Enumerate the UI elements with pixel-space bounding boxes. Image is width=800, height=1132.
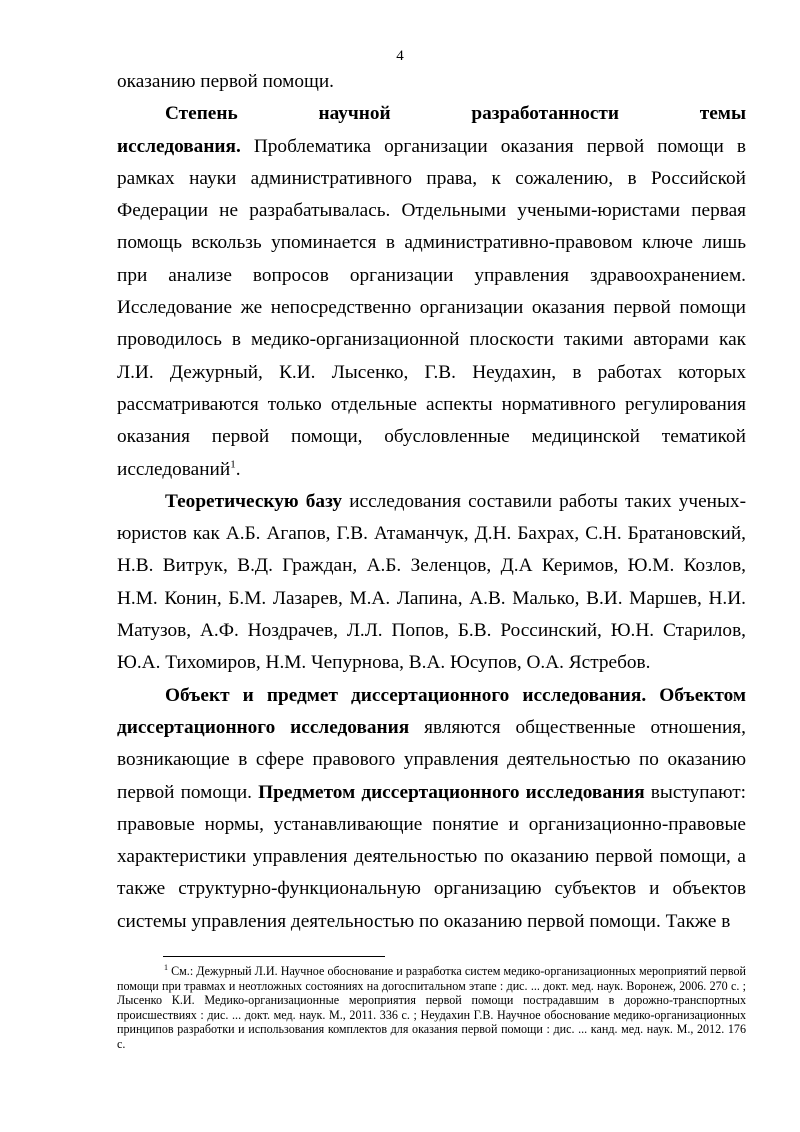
footnote [117,964,746,1051]
research-degree-text: Проблематика организации оказания первой помощи в рамках науки административного права, к сожалению, в Российской Федерации не разрабатывалась. Отдельными учеными-юристами первая помощь вскользь упоминается в административно-правовом ключе лишь при анализе вопросов организации управления здравоохранением. Исследование же непосредственно организации оказания первой помощи проводилось в медико-организационной плоскости такими авторами как Л.И. Дежурный, К.И. Лысенко, Г.В. Неудахин, в работах которых рассматриваются только отдельные аспекты нормативного регулирования оказания первой помощи, обусловленные медицинской тематикой исследований [117,135,746,480]
object-label: Объектом диссертационного исследования [117,684,746,738]
subject-text: выступают: правовые нормы, устанавливающие понятие и организационно-правовые характеристики управления деятельностью по оказанию первой помощи, а также структурно-функциональную организацию субъектов и объектов системы управления деятельностью по оказанию первой помощи. Также в [117,781,746,932]
footnote-mark: 1 [164,962,168,972]
page-number: 4 [396,48,404,64]
object-text: являются общественные отношения, возникающие в сфере правового управления деятельностью по оказанию первой помощи. [117,716,746,803]
theoretical-base-text: исследования составили работы таких ученых-юристов как А.Б. Агапов, Г.В. Атаманчук, Д.Н. Бахрах, С.Н. Братановский, Н.В. Витрук, В.Д. Граждан, А.Б. Зеленцов, Д.А Керимов, Ю.М. Козлов, Н.М. Конин, Б.М. Лазарев, М.А. Лапина, А.В. Малько, В.И. Маршев, Н.И. Матузов, А.Ф. Ноздрачев, Л.Л. Попов, Б.В. Россинский, Ю.Н. Старилов, Ю.А. Тихомиров, Н.М. Чепурнова, В.А. Юсупов, О.А. Ястребов. [117,490,746,674]
subject-label: Предметом диссертационного исследования [258,781,645,803]
paragraph-object-subject [117,680,746,938]
footnote-reference[interactable]: 1 [230,458,236,471]
heading-research-degree: Степень научной разработанности темы исследования. [117,103,746,157]
paragraph-theoretical-base [117,486,746,680]
heading-object-subject: Объект и предмет диссертационного исследования. [165,684,647,706]
paragraph-continuation: оказанию первой помощи. [117,71,334,92]
footnote-divider [163,956,385,957]
body-text [117,66,746,938]
paragraph-research-degree: Степень научной разработанности темы исследования. Проблематика организации оказания первой помощи в рамках науки административного права, к сожалению, в Российской Федерации не разрабатывалась. Отдельными учеными-юристами первая помощь вскользь упоминается в административно-правовом ключе лишь при анализе вопросов организации управления здравоохранением. Исследование же непосредственно организации оказания первой помощи проводилось в медико-организационной плоскости такими авторами как Л.И. Дежурный, К.И. Лысенко, Г.В. Неудахин, в работах которых рассматриваются только отдельные аспекты нормативного регулирования оказания первой помощи, обусловленные медицинской тематикой исследований$^1$. [117,103,746,480]
footnote-text: См.: Дежурный Л.И. Научное обоснование и разработка систем медико-организационных мероприятий первой помощи при травмах и неотложных состояниях на догоспитальном этапе : дис. ... докт. мед. наук. Воронеж, 2006. 270 с. ; Лысенко К.И. Медико-организационные мероприятия первой помощи пострадавшим в дорожно-транспортных происшествиях : дис. ... докт. мед. наук. М., 2011. 336 с. ; Неудахин Г.В. Научное обоснование медико-организационных принципов разработки и использования комплектов для оказания первой помощи : дис. ... канд. мед. наук. М., 2012. 176 с. [117,964,746,1051]
heading-theoretical-base: Теоретическую базу [165,490,343,512]
